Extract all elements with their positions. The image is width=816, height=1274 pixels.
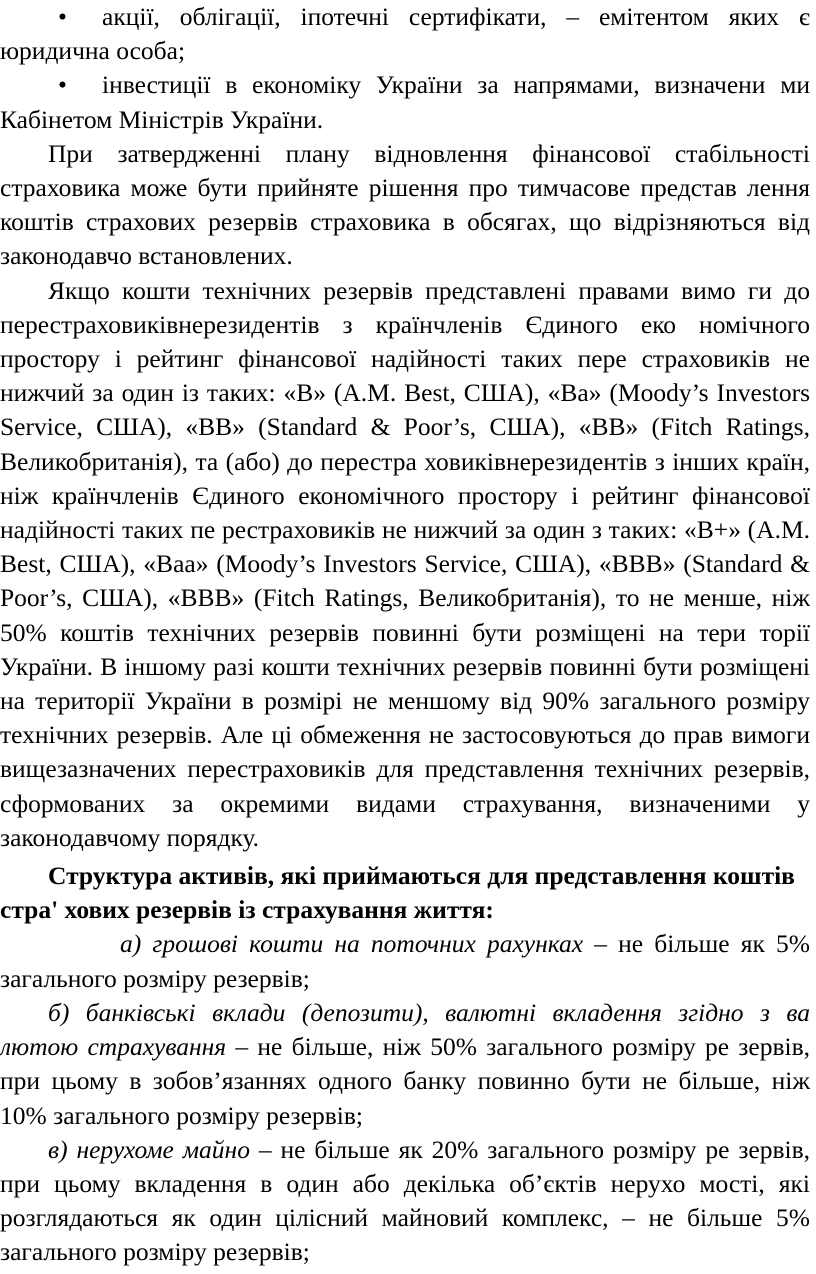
bullet-dot-icon: • — [58, 70, 67, 100]
item-text: – не більше як 20% загального розміру ре зервів, при цьому вкладення в один або декілька об’єктів нерухо мості, які розглядаються як один цілісний майновий комплекс, – не більше 5% загального розміру резервів; — [0, 1134, 810, 1267]
bullet-item-investments — [0, 68, 810, 136]
item-text: – не більше, ніж 50% загального розміру ре зервів, при цьому в зобов’язаннях одного банку повинно бути не більше, ніж 10% загального розміру резервів; — [0, 1032, 810, 1130]
bullet-text: інвестиції в економіку України за напрямами, визначени ми Кабінетом Міністрів України. — [0, 70, 810, 134]
item-label: б) банківські вклади (депозити), валютні вкладення згідно з ва лютою страхування — [0, 997, 810, 1062]
item-label: в) нерухоме майно — [48, 1134, 250, 1164]
section-heading: Структура активів, які приймаються для представлення коштів стра' хових резервів із страхування життя: — [0, 861, 795, 925]
list-item-real-estate — [0, 1133, 810, 1270]
paragraph-reinsurance: Якщо кошти технічних резервів представлені правами вимо ги до перестраховиківнерезидентів з країнчленів Єдиного еко номічного простору і рейтинг фінансової надійності таких пере страховиків не нижчий за один із таких: «B» (A.M. Best, США), «Ba» (Moody’s Investors Service, США), «BB» (Standard & Poor’s, США), «BB» (Fitch Ratings, Великобританія), та (або) до перестра ховиківнерезидентів з інших країн, ніж країнчленів Єдиного економічного простору і рейтинг фінансової надійності таких пе рестраховиків не нижчий за один з таких: «B+» (A.M. Best, США), «Baa» (Moody’s Investors Service, США), «BBB» (Standard & Poor’s, США), «BBB» (Fitch Ratings, Великобританія), то не менше, ніж 50% коштів технічних резервів повинні бути розміщені на тери торії України. В іншому разі кошти технічних резервів повинні бути розміщені на території України в розмірі не меншому від 90% загального розміру технічних резервів. Але ці обмеження не застосовуються до прав вимоги вищезазначених перестраховиків для представлення технічних резервів, сформованих за окремими видами страхування, визначеними у законодавчому порядку. — [0, 275, 810, 852]
bullet-text: акції, облігації, іпотечні сертифікати, – емітентом яких є юридична особа; — [0, 2, 810, 66]
paragraph-recovery-plan: При затвердженні плану відновлення фінансової стабільності страховика може бути прийняте рішення про тимчасове представ лення коштів страхових резервів страховика в обсягах, що відрізняються від законодавчо встановлених. — [0, 138, 810, 271]
item-label: а) грошові кошти на поточних рахунках — [120, 929, 584, 959]
list-item-deposits — [0, 996, 810, 1133]
list-item-cash — [0, 927, 810, 995]
item-text: – не більше як 5% загального розміру резервів; — [0, 929, 810, 993]
bullet-dot-icon: • — [58, 2, 67, 31]
bullet-item-shares — [0, 0, 810, 68]
